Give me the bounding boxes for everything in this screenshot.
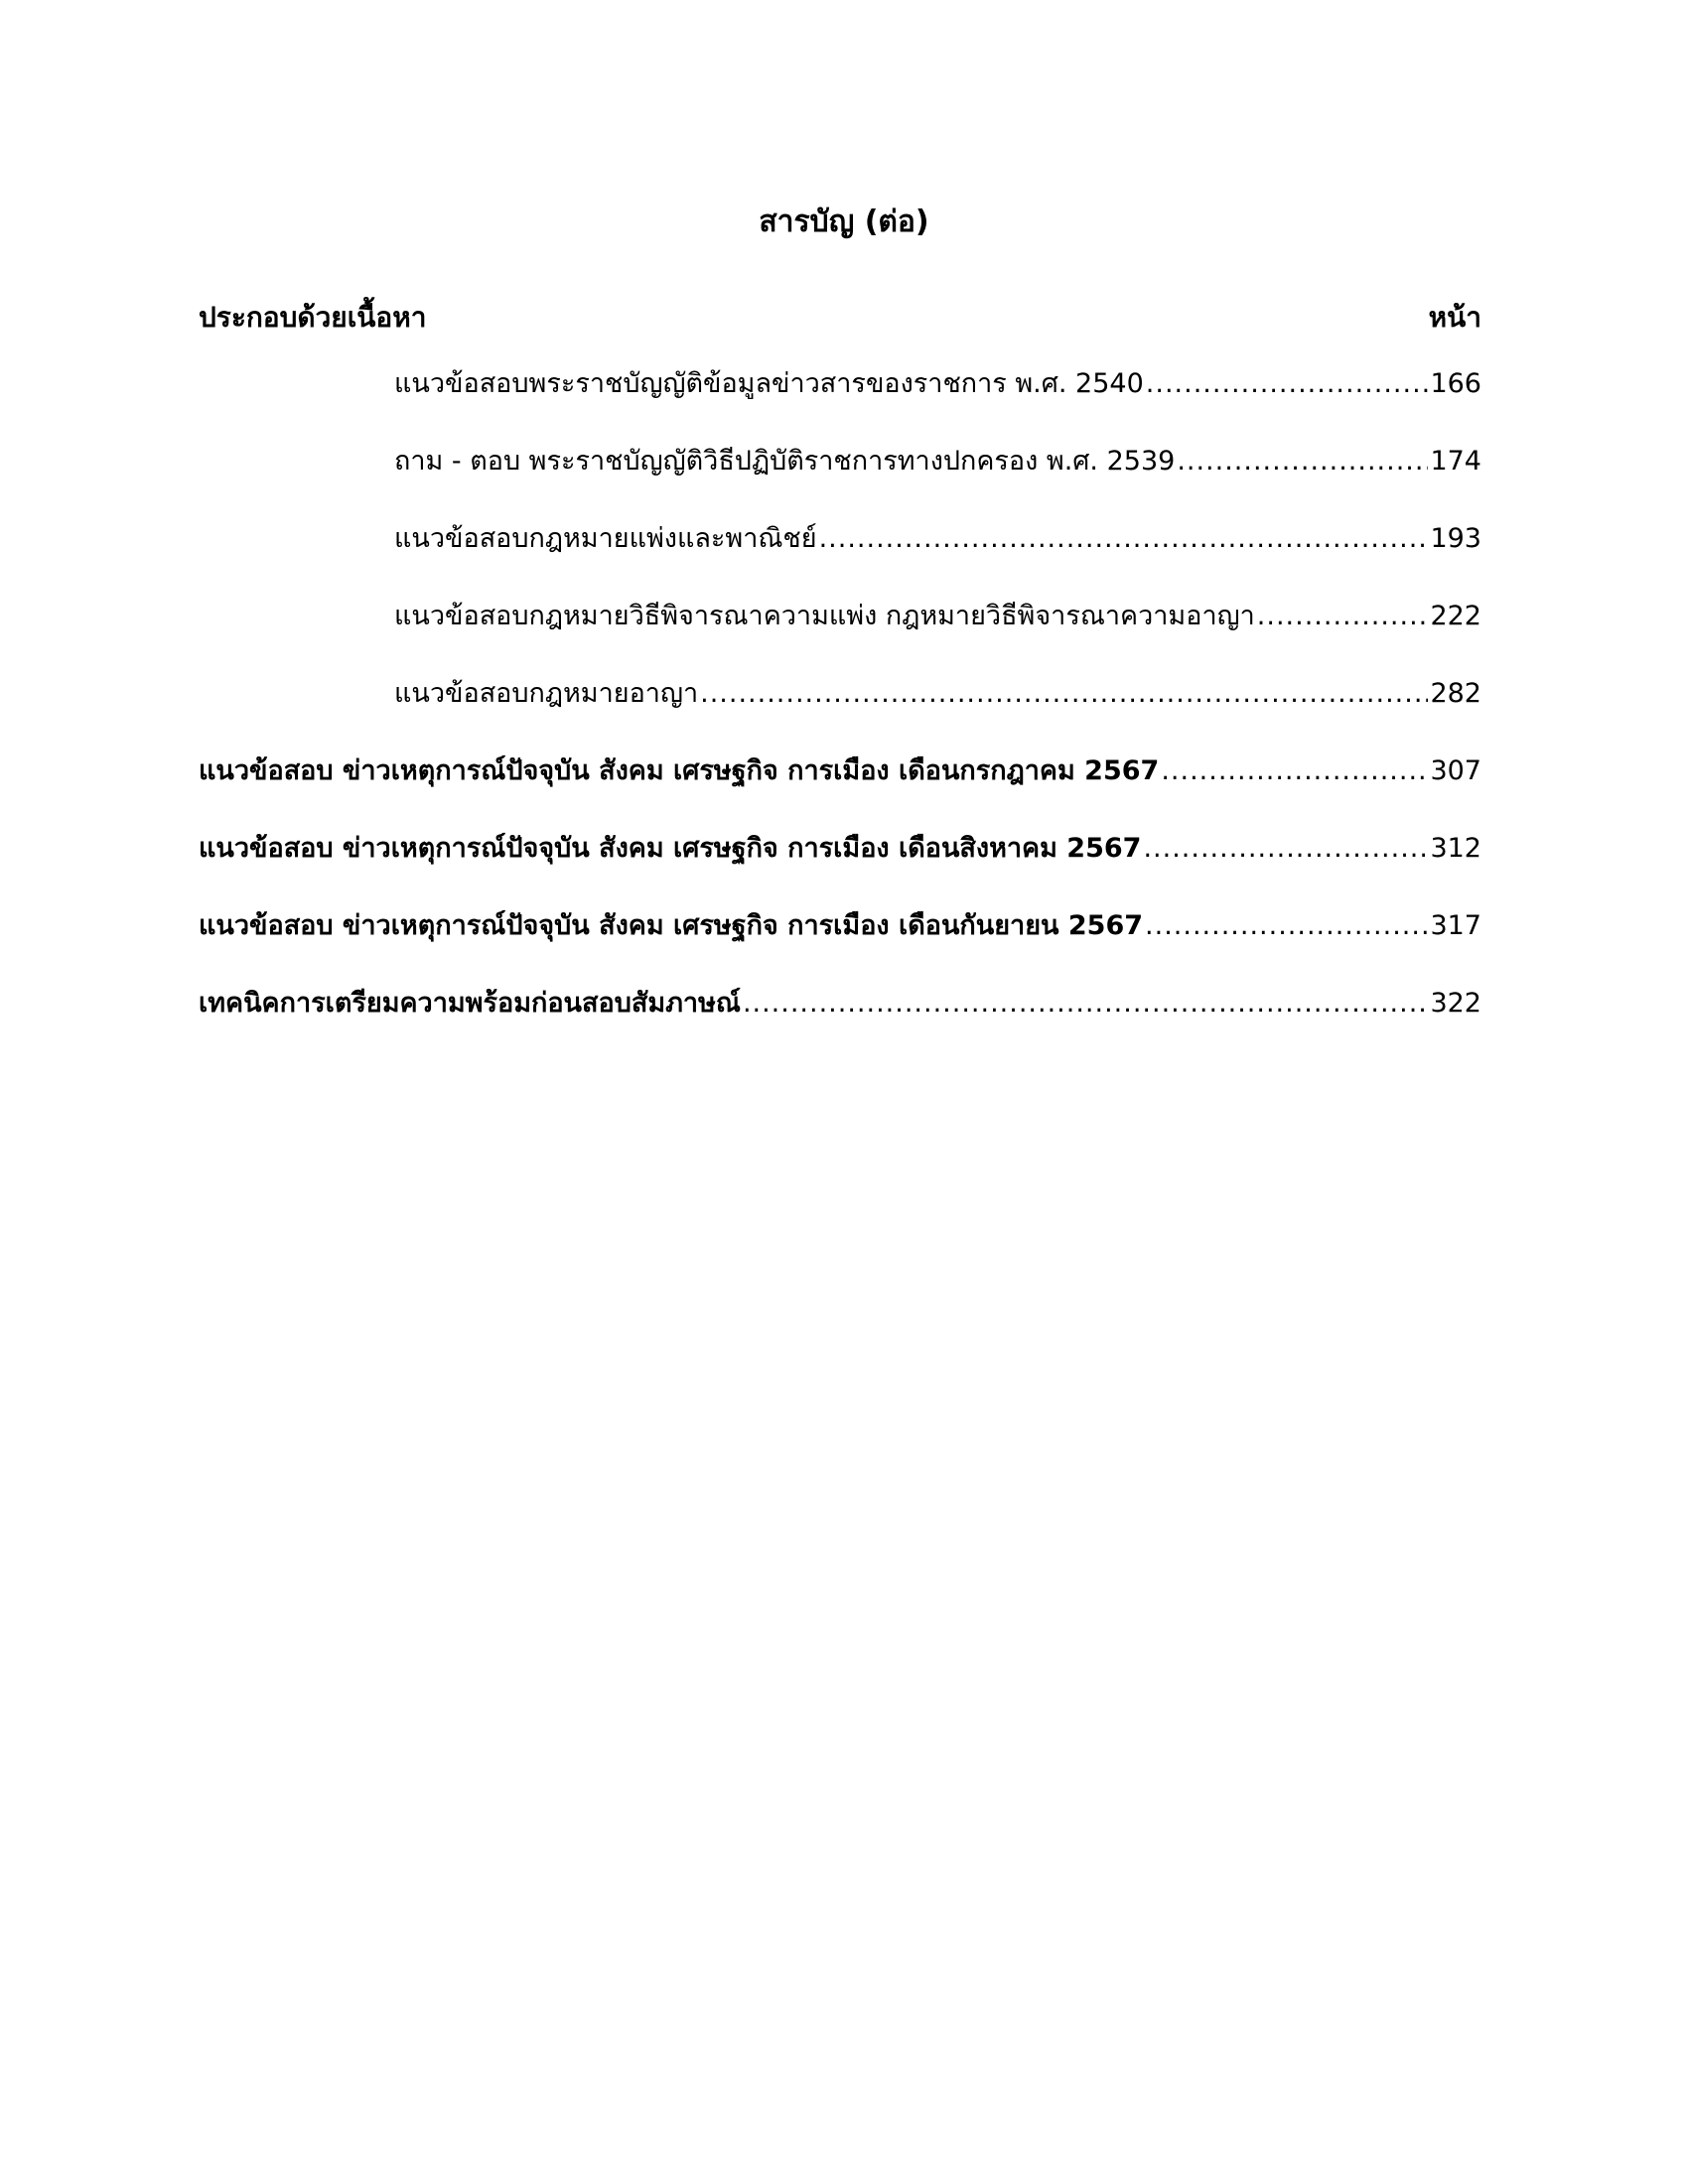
toc-entry-page: 317 (1430, 910, 1481, 941)
toc-entry (394, 362, 1481, 406)
dot-leader (1143, 827, 1428, 871)
toc-entry (199, 827, 1481, 871)
toc-entry (199, 982, 1481, 1025)
toc-entry-text: ถาม - ตอบ พระราชบัญญัติวิธีปฏิบัติราชการทางปกครอง พ.ศ. 2539 (394, 446, 1176, 477)
toc-entry-page: 282 (1430, 678, 1481, 709)
toc-entry (199, 904, 1481, 948)
toc-entry-text: แนวข้อสอบ ข่าวเหตุการณ์ปัจจุบัน สังคม เศรษฐกิจ การเมือง เดือนกันยายน 2567 (199, 910, 1144, 941)
toc-entry-text: แนวข้อสอบพระราชบัญญัติข้อมูลข่าวสารของราชการ พ.ศ. 2540 (394, 368, 1144, 399)
toc-entry (394, 595, 1481, 638)
dot-leader (700, 672, 1428, 716)
toc-entry (394, 672, 1481, 716)
page-label: หน้า (1428, 301, 1481, 334)
toc-title: สารบัญ (ต่อ) (759, 205, 929, 239)
toc-entry-page: 166 (1430, 368, 1481, 399)
dot-leader (1177, 440, 1428, 483)
dot-leader (1145, 904, 1428, 948)
toc-entry (394, 517, 1481, 561)
toc-entry-page: 174 (1430, 446, 1481, 477)
toc-entry-page: 307 (1430, 755, 1481, 786)
toc-entry-text: แนวข้อสอบ ข่าวเหตุการณ์ปัจจุบัน สังคม เศรษฐกิจ การเมือง เดือนสิงหาคม 2567 (199, 833, 1142, 864)
toc-entry-page: 322 (1430, 988, 1481, 1019)
toc-entry-text: แนวข้อสอบ ข่าวเหตุการณ์ปัจจุบัน สังคม เศรษฐกิจ การเมือง เดือนกรกฎาคม 2567 (199, 755, 1160, 786)
toc-entry-page: 193 (1430, 523, 1481, 554)
toc-entry (394, 440, 1481, 483)
toc-entry-text: แนวข้อสอบกฎหมายแพ่งและพาณิชย์ (394, 523, 817, 554)
toc-entry (199, 750, 1481, 793)
toc-entry-text: แนวข้อสอบกฎหมายวิธีพิจารณาความแพ่ง กฎหมายวิธีพิจารณาความอาญา (394, 601, 1255, 631)
dot-leader (743, 982, 1429, 1025)
contents-label: ประกอบด้วยเนื้อหา (199, 301, 427, 334)
toc-entry-page: 312 (1430, 833, 1481, 864)
dot-leader (819, 517, 1429, 561)
toc-entry-text: เทคนิคการเตรียมความพร้อมก่อนสอบสัมภาษณ์ (199, 988, 741, 1019)
dot-leader (1161, 750, 1428, 793)
toc-entry-text: แนวข้อสอบกฎหมายอาญา (394, 678, 699, 709)
toc-entry-page: 222 (1430, 601, 1481, 631)
dot-leader (1146, 362, 1429, 406)
dot-leader (1257, 595, 1429, 638)
toc-header (199, 296, 1481, 340)
